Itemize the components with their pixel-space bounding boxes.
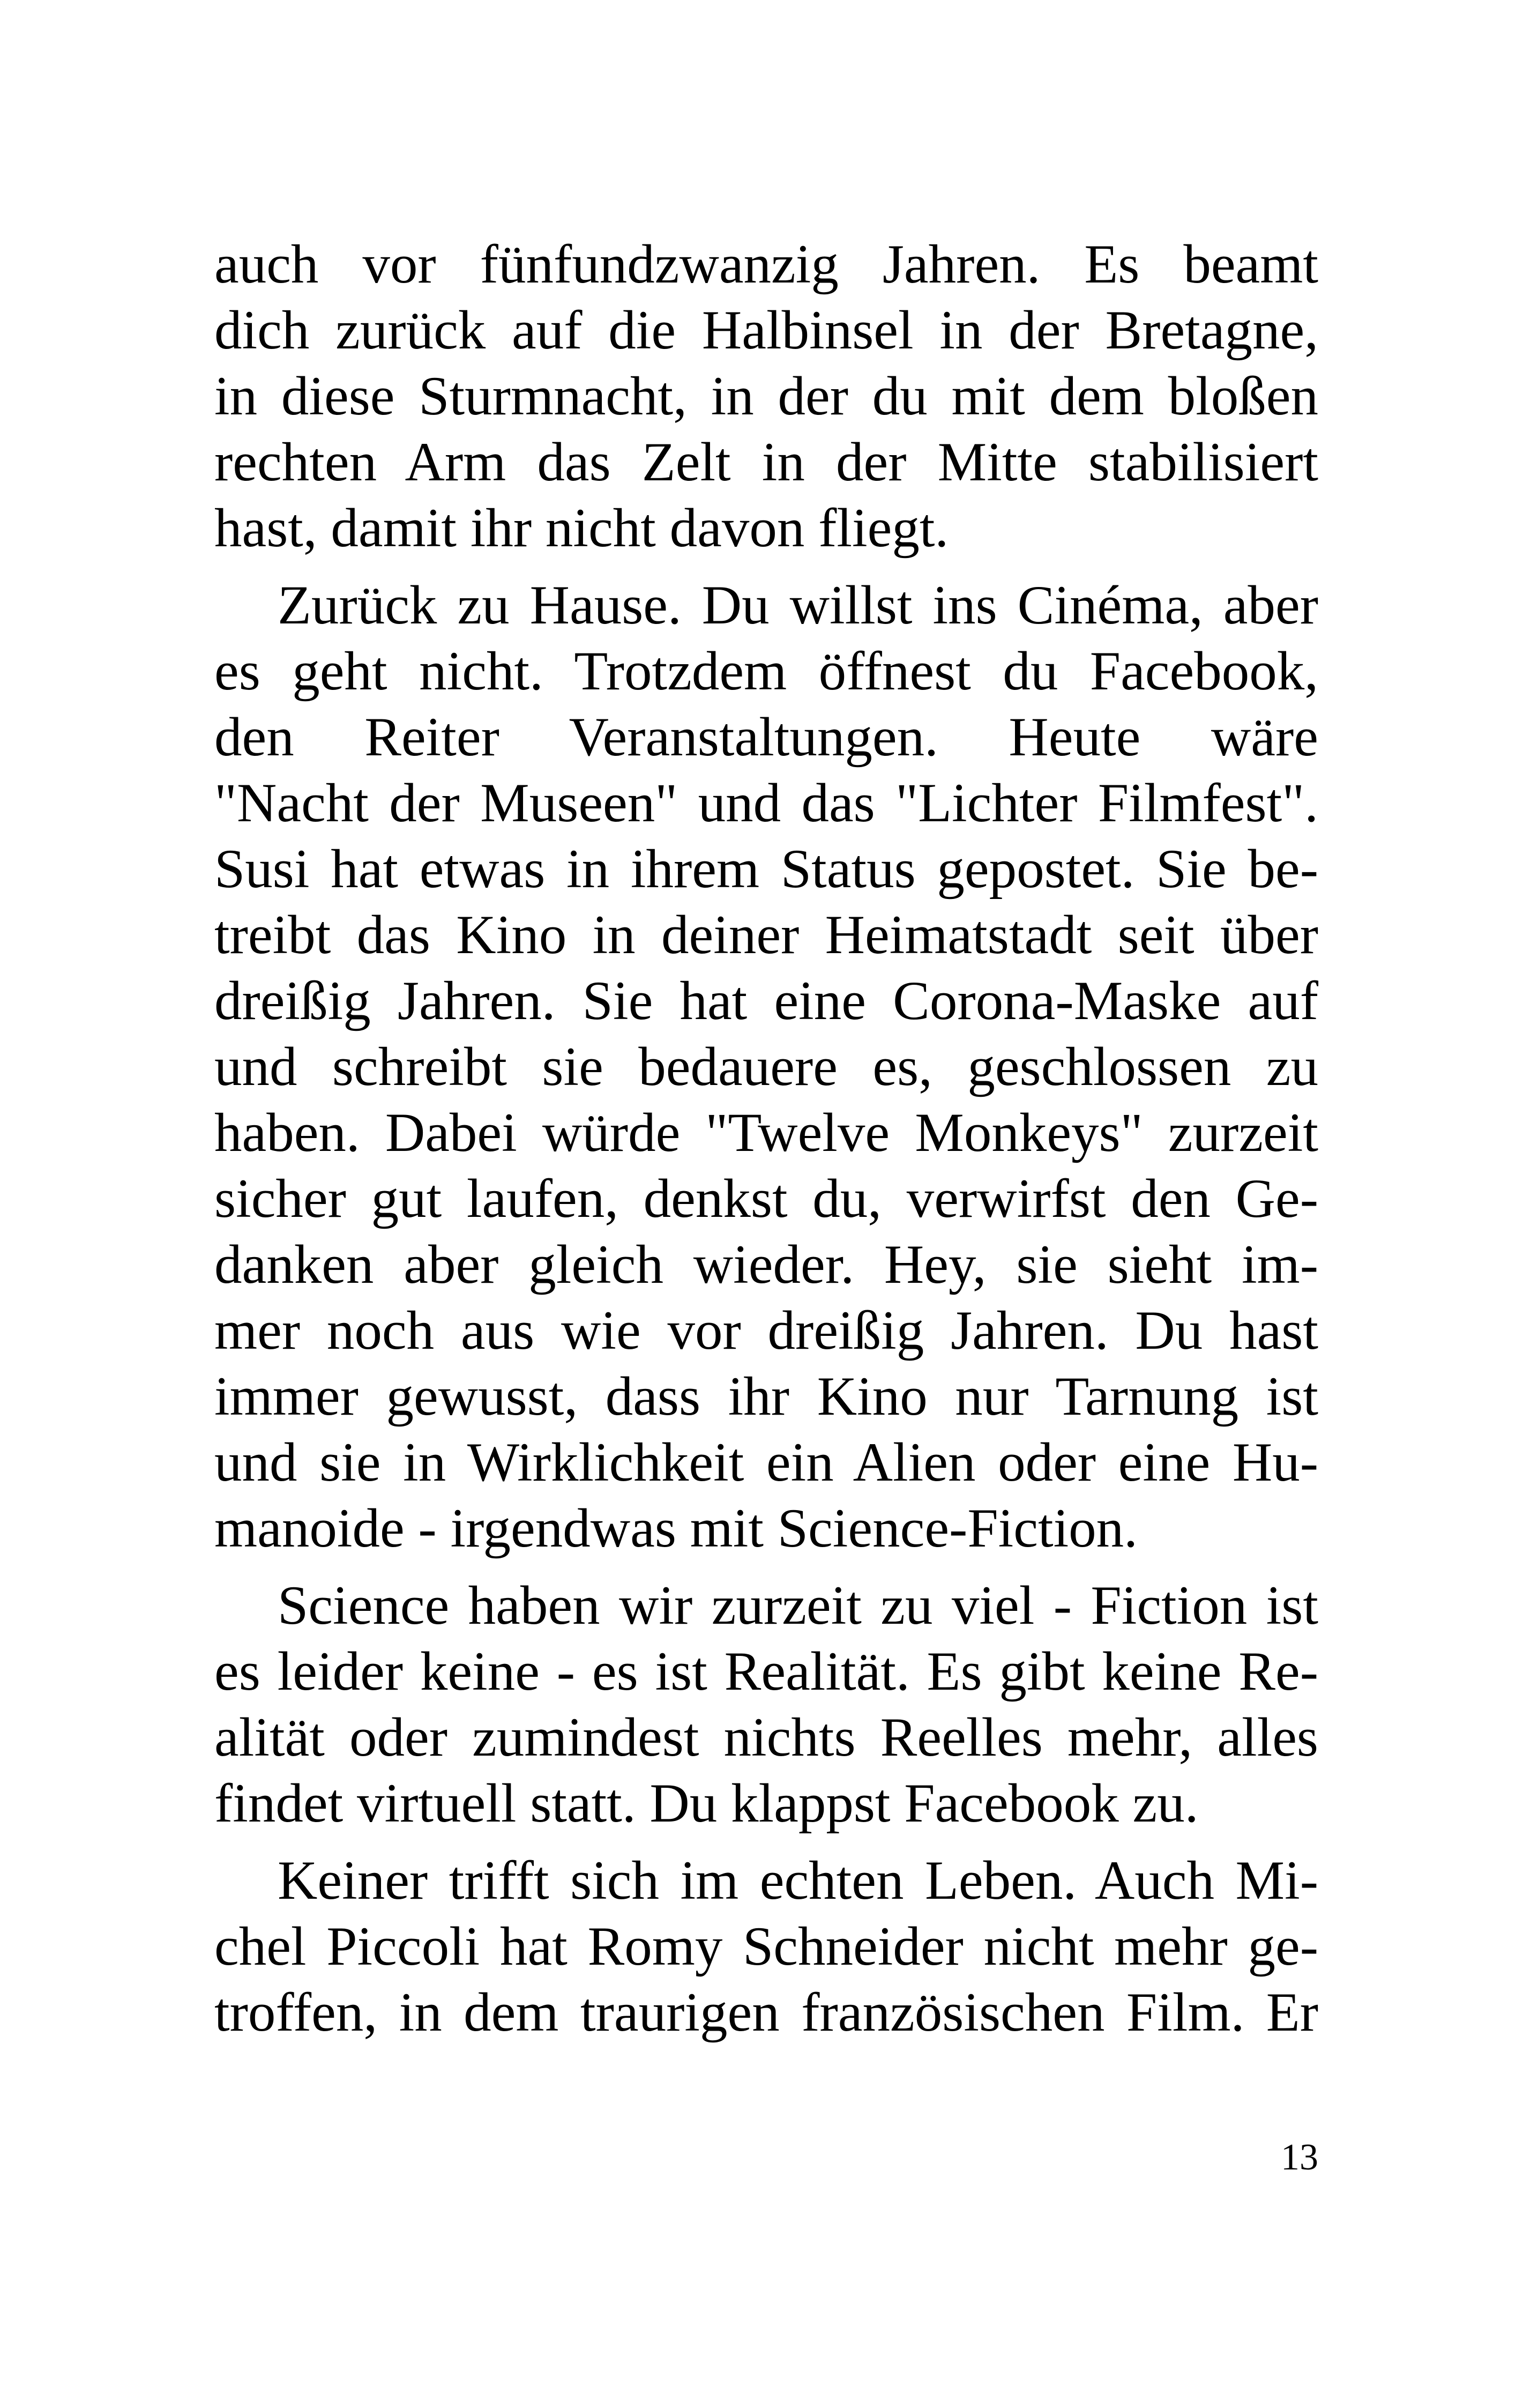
text-line: haben. Dabei würde "Twelve Monkeys" zurzeit [214,1102,1318,1163]
text-line: dich zurück auf die Halbinsel in der Bretagne, [214,300,1318,361]
text-line: und schreibt sie bedauere es, geschlossen zu [214,1036,1318,1097]
text-line: Susi hat etwas in ihrem Status gepostet. Sie be- [214,838,1318,900]
text-line: "Nacht der Museen" und das "Lichter Filmfest". [214,772,1318,834]
paragraph-4 [214,1848,1318,2046]
text-line: alität oder zumindest nichts Reelles mehr, alles [214,1707,1318,1768]
text-line: manoide - irgendwas mit Science-Fiction. [214,1498,1138,1559]
text-line: rechten Arm das Zelt in der Mitte stabilisiert [214,432,1318,493]
paragraph-gap [214,1562,1318,1573]
text-line: danken aber gleich wieder. Hey, sie sieht im- [214,1234,1318,1295]
text-line: chel Piccoli hat Romy Schneider nicht mehr ge- [214,1916,1318,1977]
paragraph-gap [214,561,1318,573]
text-line: hast, damit ihr nicht davon fliegt. [214,497,949,559]
text-line: treibt das Kino in deiner Heimatstadt seit über [214,904,1318,965]
page-number: 13 [1281,2137,1318,2178]
text-line: troffen, in dem traurigen französischen Film. Er [214,1982,1318,2043]
text-line: auch vor fünfundzwanzig Jahren. Es beamt [214,234,1318,295]
paragraph-gap [214,1837,1318,1848]
text-line: immer gewusst, dass ihr Kino nur Tarnung ist [214,1366,1318,1427]
paragraph-2 [214,573,1318,1562]
text-line: mer noch aus wie vor dreißig Jahren. Du hast [214,1300,1318,1361]
text-line: Zurück zu Hause. Du willst ins Cinéma, aber [278,575,1318,636]
text-line: Keiner trifft sich im echten Leben. Auch Mi- [278,1850,1318,1911]
text-line: Science haben wir zurzeit zu viel - Fiction ist [278,1575,1318,1636]
text-line: dreißig Jahren. Sie hat eine Corona-Maske auf [214,970,1318,1031]
paragraph-1 [214,232,1318,561]
text-line: es leider keine - es ist Realität. Es gibt keine Re- [214,1641,1318,1702]
body-text [214,232,1318,2046]
paragraph-3 [214,1573,1318,1837]
text-line: findet virtuell statt. Du klappst Facebook zu. [214,1773,1199,1834]
text-line: den Reiter Veranstaltungen. Heute wäre [214,707,1318,768]
text-line: es geht nicht. Trotzdem öffnest du Facebook, [214,641,1318,702]
text-line: sicher gut laufen, denkst du, verwirfst den Ge- [214,1168,1318,1229]
text-line: und sie in Wirklichkeit ein Alien oder eine Hu- [214,1432,1318,1493]
text-line: in diese Sturmnacht, in der du mit dem bloßen [214,366,1318,427]
